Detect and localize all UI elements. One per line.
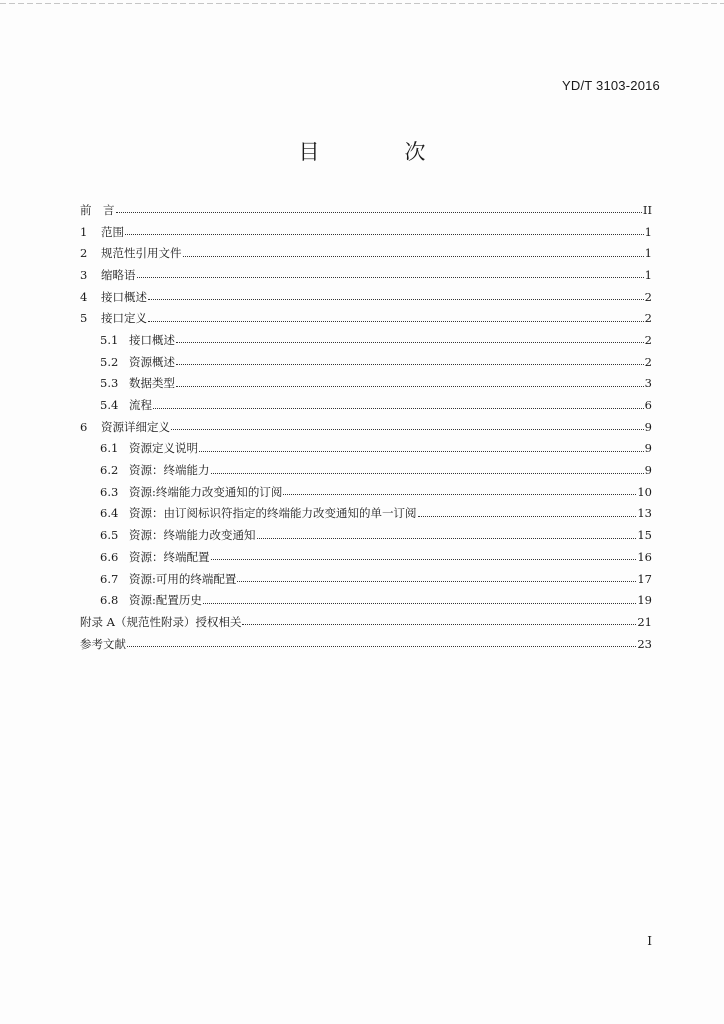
toc-entry[interactable]: [80, 438, 652, 460]
toc-entry-number: 1: [80, 224, 88, 239]
toc-entry-page: 21: [637, 614, 652, 629]
toc-leader-dots: [203, 603, 636, 604]
page-title: 目 次: [298, 140, 458, 164]
toc-leader-dots: [176, 364, 644, 365]
toc-entry-number: 6.8: [100, 593, 119, 608]
toc-leader-dots: [237, 581, 636, 582]
toc-entry[interactable]: [80, 481, 652, 503]
toc-leader-dots: [199, 451, 644, 452]
toc-leader-dots: [153, 408, 644, 409]
toc-entry-page: 23: [637, 636, 652, 651]
toc-entry-page: 10: [637, 484, 652, 499]
toc-leader-dots: [137, 277, 644, 278]
toc-entry[interactable]: [80, 611, 652, 633]
toc-entry[interactable]: [80, 307, 652, 329]
toc-entry[interactable]: [80, 199, 652, 221]
toc-entry-page: 15: [637, 528, 652, 543]
toc-entry-number: 5.2: [100, 354, 119, 369]
toc-entry-page: 2: [644, 311, 652, 326]
toc-entry-page: 2: [644, 289, 652, 304]
toc-entry[interactable]: [80, 329, 652, 351]
toc-entry-page: 9: [644, 419, 652, 434]
toc-entry-label: 附录 A（规范性附录）授权相关: [80, 614, 242, 629]
toc-entry-label: 流程: [129, 398, 152, 413]
toc-entry-label: 资源:可用的终端配置: [129, 571, 237, 586]
toc-entry-label: 资源概述: [129, 354, 175, 369]
toc-entry[interactable]: [80, 264, 652, 286]
toc-entry-number: 5: [80, 311, 88, 326]
toc-entry[interactable]: [80, 286, 652, 308]
toc-entry[interactable]: [80, 503, 652, 525]
document-code: YD/T 3103-2016: [562, 78, 660, 93]
toc-leader-dots: [148, 299, 644, 300]
toc-entry[interactable]: [80, 524, 652, 546]
toc-entry[interactable]: [80, 589, 652, 611]
toc-entry-number: 4: [80, 289, 88, 304]
toc-leader-dots: [418, 516, 637, 517]
toc-leader-dots: [242, 624, 636, 625]
toc-entry-page: 9: [644, 463, 652, 478]
toc-entry-label: 规范性引用文件: [101, 246, 182, 261]
toc-entry-label: 资源定义说明: [129, 441, 198, 456]
toc-entry-label: 接口概述: [101, 289, 147, 304]
toc-entry-page: 16: [637, 549, 652, 564]
toc-entry-number: 6.2: [100, 463, 119, 478]
toc-entry-label: 资源：终端配置: [129, 549, 210, 564]
toc-entry-number: 6.4: [100, 506, 119, 521]
toc-entry[interactable]: [80, 568, 652, 590]
toc-entry-number: 2: [80, 246, 88, 261]
toc-entry-page: 2: [644, 332, 652, 347]
toc-leader-dots: [148, 321, 644, 322]
toc-entry-label: 资源:终端能力改变通知的订阅: [129, 484, 283, 499]
toc-leader-dots: [211, 559, 637, 560]
toc-leader-dots: [116, 212, 642, 213]
toc-entry-label: 资源:配置历史: [129, 593, 202, 608]
toc-entry[interactable]: [80, 459, 652, 481]
toc-entry[interactable]: [80, 351, 652, 373]
toc-entry-label: 资源：终端能力: [129, 463, 210, 478]
toc-entry-label: 范围: [101, 224, 124, 239]
toc-entry-label: 资源：终端能力改变通知: [129, 528, 256, 543]
toc-entry[interactable]: [80, 242, 652, 264]
toc-entry-number: 6.5: [100, 528, 119, 543]
toc-entry-label: 缩略语: [101, 267, 136, 282]
toc-leader-dots: [176, 386, 644, 387]
toc-leader-dots: [183, 256, 644, 257]
toc-entry[interactable]: [80, 221, 652, 243]
toc-leader-dots: [257, 538, 637, 539]
toc-entry-page: 13: [637, 506, 652, 521]
toc-leader-dots: [127, 646, 636, 647]
toc-entry-page: 1: [644, 224, 652, 239]
toc-entry-page: 19: [637, 593, 652, 608]
toc-leader-dots: [176, 342, 644, 343]
toc-entry-page: 9: [644, 441, 652, 456]
toc-entry-page: 2: [644, 354, 652, 369]
toc-entry-page: 1: [644, 246, 652, 261]
toc-leader-dots: [211, 473, 644, 474]
toc-entry-number: 3: [80, 267, 88, 282]
toc-entry-label: 前 言: [80, 202, 115, 217]
page-number: I: [647, 934, 652, 948]
toc-entry-label: 资源：由订阅标识符指定的终端能力改变通知的单一订阅: [129, 506, 417, 521]
toc-entry-label: 资源详细定义: [101, 419, 170, 434]
toc-entry[interactable]: [80, 416, 652, 438]
toc-entry-number: 6.1: [100, 441, 119, 456]
toc-entry-page: 1: [644, 267, 652, 282]
toc-entry-label: 接口概述: [129, 332, 175, 347]
toc-entry-number: 6: [80, 419, 88, 434]
toc-entry-number: 6.7: [100, 571, 119, 586]
toc-entry-number: 6.3: [100, 484, 119, 499]
toc-leader-dots: [283, 494, 636, 495]
toc-entry-number: 5.3: [100, 376, 119, 391]
toc-entry-page: II: [642, 202, 652, 217]
toc-leader-dots: [125, 234, 644, 235]
toc-entry-number: 6.6: [100, 549, 119, 564]
toc-entry[interactable]: [80, 373, 652, 395]
toc-entry-label: 接口定义: [101, 311, 147, 326]
table-of-contents: [80, 199, 652, 654]
toc-entry[interactable]: [80, 633, 652, 655]
toc-leader-dots: [171, 429, 644, 430]
toc-entry-number: 5.1: [100, 332, 119, 347]
toc-entry[interactable]: [80, 546, 652, 568]
scan-edge-line: [0, 3, 724, 4]
toc-entry-page: 6: [644, 398, 652, 413]
toc-entry-label: 参考文献: [80, 636, 126, 651]
toc-entry-number: 5.4: [100, 398, 119, 413]
toc-entry[interactable]: [80, 394, 652, 416]
toc-entry-page: 3: [644, 376, 652, 391]
toc-entry-label: 数据类型: [129, 376, 175, 391]
toc-entry-page: 17: [637, 571, 652, 586]
